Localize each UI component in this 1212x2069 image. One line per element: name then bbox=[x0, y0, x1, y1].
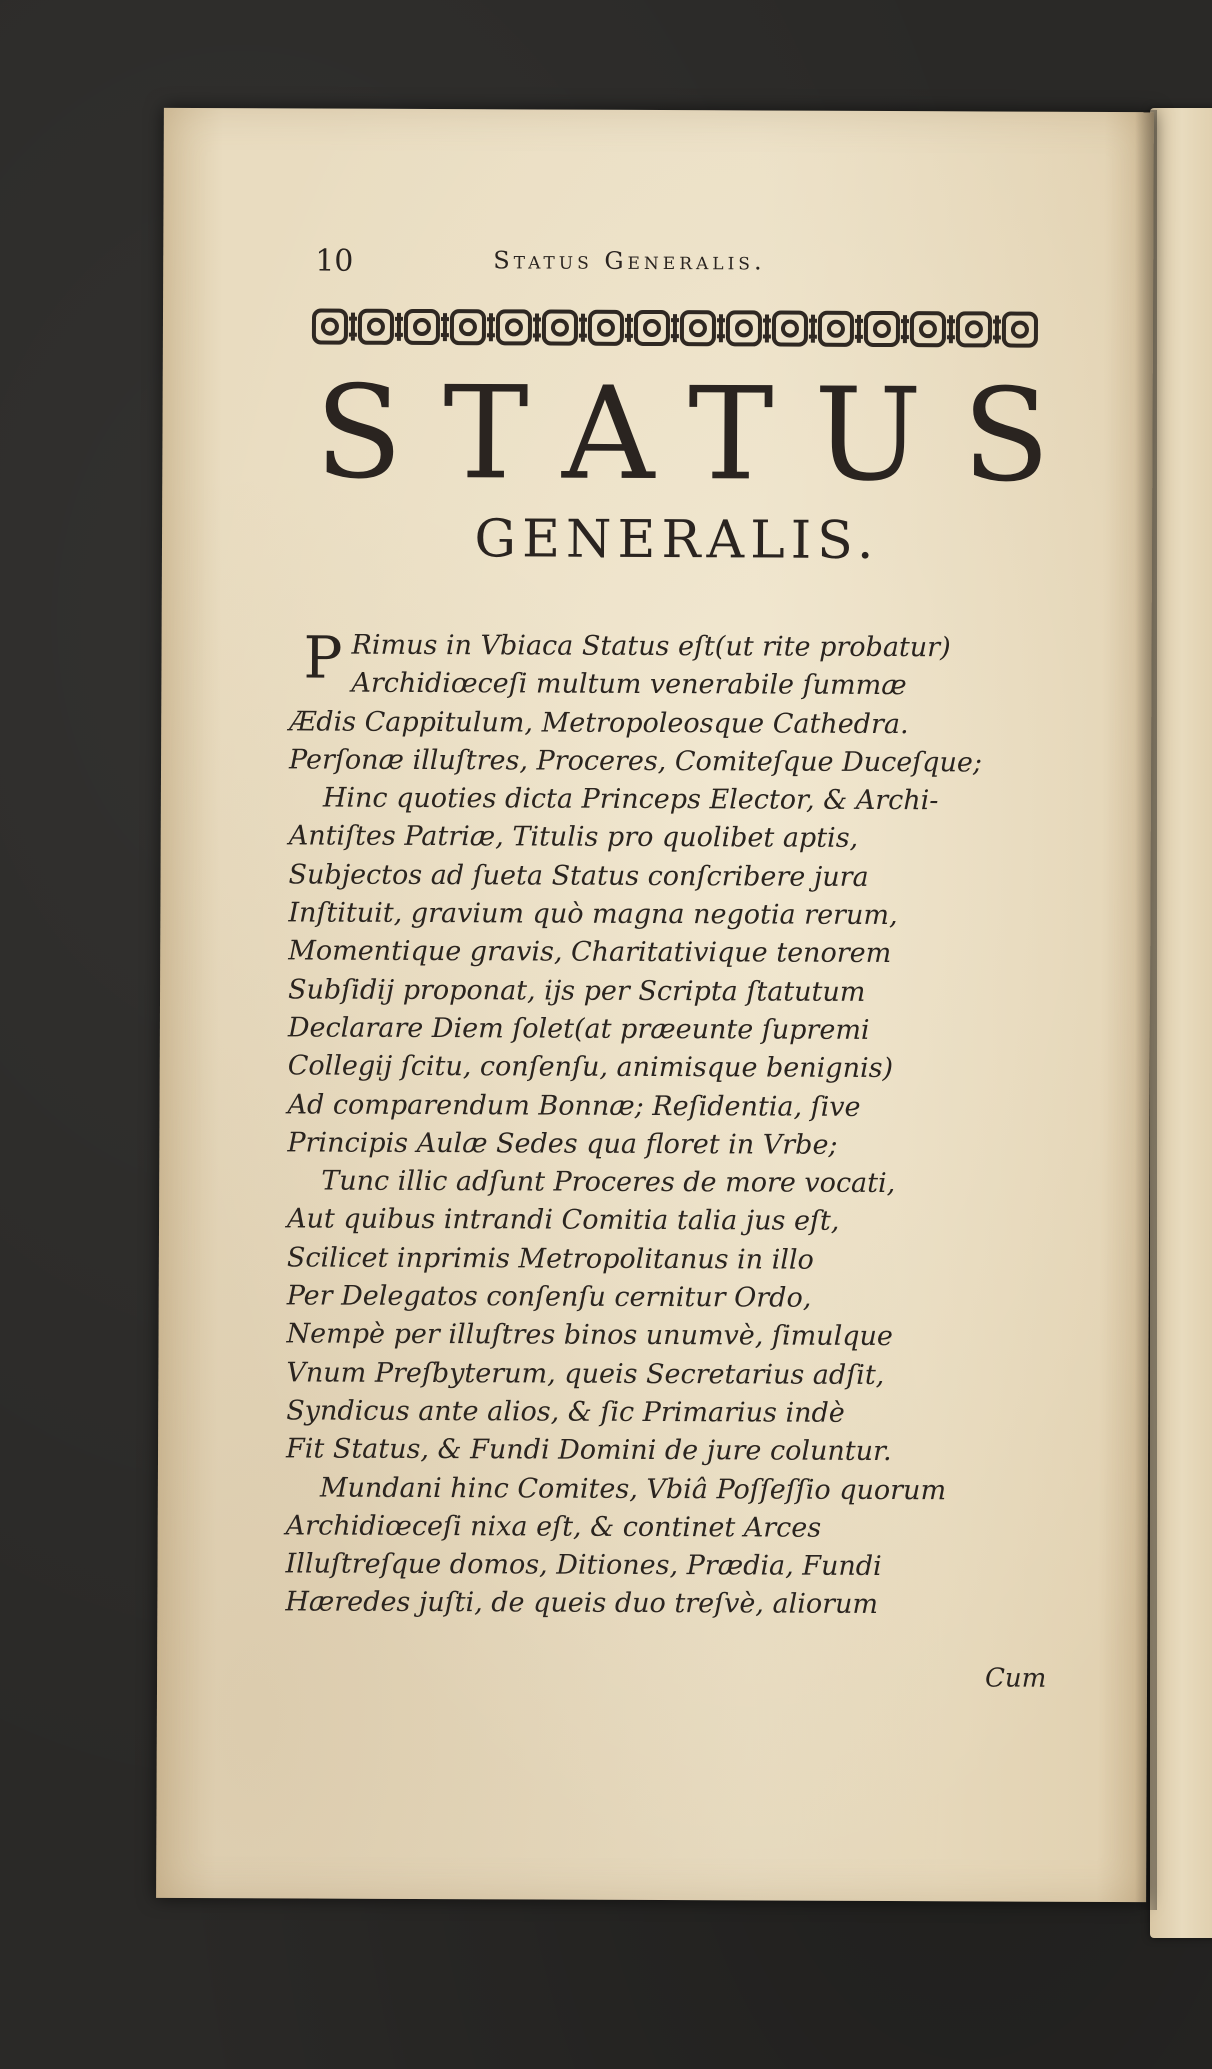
ornament-dot bbox=[829, 322, 843, 336]
text-line: Vnum Preſbyterum, queis Secretarius adſit, bbox=[286, 1357, 885, 1391]
ornament-dot bbox=[645, 321, 659, 335]
ornament-divider bbox=[855, 315, 863, 343]
ornament-divider bbox=[809, 315, 817, 343]
title-main bbox=[307, 358, 1058, 511]
text-line: Ad comparendum Bonnæ; Reſidentia, ſive bbox=[287, 1088, 861, 1123]
ornament-unit bbox=[360, 311, 392, 343]
ornament-unit bbox=[1004, 314, 1036, 346]
text-line: Archidiœceſi multum venerabile ſummæ bbox=[351, 667, 907, 702]
text-line: Nempè per illuſtres binos unumvè, ſimulque bbox=[286, 1318, 893, 1353]
text-line: Fit Status, & Fundi Domini de jure coluntur. bbox=[285, 1433, 892, 1468]
ornament-unit bbox=[820, 313, 852, 345]
text-line: Scilicet inprimis Metropolitanus in illo bbox=[286, 1242, 814, 1276]
drop-cap: P bbox=[303, 623, 343, 692]
ornament-dot bbox=[553, 321, 567, 335]
ornament-divider bbox=[671, 314, 679, 342]
ornament-dot bbox=[1013, 323, 1027, 337]
text-line: Declarare Diem ſolet(at præeunte ſupremi bbox=[287, 1012, 870, 1046]
text-line: Subjectos ad ſueta Status conſcribere jura bbox=[288, 859, 869, 893]
ornament-divider bbox=[441, 313, 449, 341]
ornament-unit bbox=[728, 312, 760, 344]
ornament-dot bbox=[875, 322, 889, 336]
text-line: Mundani hinc Comites, Vbiâ Poſſeſſio quorum bbox=[319, 1472, 947, 1506]
ornament-unit bbox=[636, 312, 668, 344]
ornament-divider bbox=[763, 314, 771, 342]
page-fold-shadow bbox=[1135, 110, 1157, 1910]
poem-text bbox=[285, 623, 1029, 1625]
text-line: Hinc quoties dicta Princeps Elector, & Archi- bbox=[322, 782, 939, 817]
ornament-divider bbox=[395, 313, 403, 341]
ornament-divider bbox=[533, 313, 541, 341]
ornament-unit bbox=[590, 312, 622, 344]
ornament-divider bbox=[349, 313, 357, 341]
ornament-dot bbox=[507, 320, 521, 334]
ornament-divider bbox=[993, 315, 1001, 343]
book-page bbox=[156, 108, 1154, 1902]
ornament-unit bbox=[314, 311, 346, 343]
ornament-divider bbox=[579, 314, 587, 342]
text-line: Illuſtreſque domos, Ditiones, Prædia, Fundi bbox=[285, 1548, 882, 1583]
running-title: Status Generalis. bbox=[493, 246, 766, 276]
ornament-unit bbox=[958, 313, 990, 345]
text-line: Rimus in Vbiaca Status eſt(ut rite probatur) bbox=[351, 629, 951, 664]
text-line: Tunc illic adſunt Proceres de more vocati, bbox=[321, 1165, 896, 1200]
ornament-divider bbox=[625, 314, 633, 342]
text-line: Momentique gravis, Charitativique tenorem bbox=[288, 935, 892, 970]
ornament-dot bbox=[599, 321, 613, 335]
ornament-dot bbox=[461, 320, 475, 334]
ornament-dot bbox=[783, 322, 797, 336]
ornament-dot bbox=[415, 320, 429, 334]
ornament-unit bbox=[912, 313, 944, 345]
ornament-unit bbox=[774, 313, 806, 345]
text-line: Principis Aulæ Sedes qua floret in Vrbe; bbox=[287, 1127, 838, 1161]
page-number: 10 bbox=[315, 243, 354, 279]
text-line: Collegij ſcitu, conſenſu, animisque benignis) bbox=[287, 1050, 894, 1085]
ornament-dot bbox=[921, 322, 935, 336]
ornament-band bbox=[308, 298, 1048, 357]
ornament-unit bbox=[544, 312, 576, 344]
text-line: Aut quibus intrandi Comitia talia jus eſt, bbox=[286, 1203, 840, 1238]
text-line: Syndicus ante alios, & ſic Primarius indè bbox=[286, 1395, 845, 1429]
ornament-dot bbox=[691, 321, 705, 335]
ornament-unit bbox=[406, 311, 438, 343]
ornament-unit bbox=[682, 312, 714, 344]
text-line: Perſonæ illuſtres, Proceres, Comiteſque Duceſque; bbox=[288, 744, 983, 779]
ornament-dot bbox=[967, 322, 981, 336]
ornament-unit bbox=[498, 311, 530, 343]
text-line: Antiſtes Patriæ, Titulis pro quolibet aptis, bbox=[288, 820, 859, 855]
ornament-divider bbox=[947, 315, 955, 343]
ornament-divider bbox=[717, 314, 725, 342]
text-line: Hæredes juſti, de queis duo treſvè, aliorum bbox=[285, 1586, 879, 1621]
ornament-unit bbox=[866, 313, 898, 345]
ornament-unit bbox=[452, 311, 484, 343]
text-line: Archidiœceſi nixa eſt, & continet Arces bbox=[285, 1510, 822, 1544]
ornament-dot bbox=[737, 321, 751, 335]
text-line: Subſidij proponat, ijs per Scripta ſtatutum bbox=[287, 974, 866, 1008]
subtitle: GENERALIS. bbox=[474, 509, 880, 571]
ornament-divider bbox=[901, 315, 909, 343]
ornament-dot bbox=[369, 320, 383, 334]
text-line: Per Delegatos conſenſu cernitur Ordo, bbox=[286, 1280, 812, 1314]
ornament-divider bbox=[487, 313, 495, 341]
text-line: Inſtituit, gravium quò magna negotia rerum, bbox=[288, 897, 898, 932]
title-main-text: STATUS bbox=[314, 358, 1051, 511]
facing-page-edge bbox=[1150, 108, 1212, 1938]
text-line: Ædis Cappitulum, Metropoleosque Cathedra. bbox=[289, 705, 909, 740]
ornament-dot bbox=[323, 320, 337, 334]
catchword: Cum bbox=[984, 1663, 1047, 1694]
running-head bbox=[163, 243, 1153, 287]
